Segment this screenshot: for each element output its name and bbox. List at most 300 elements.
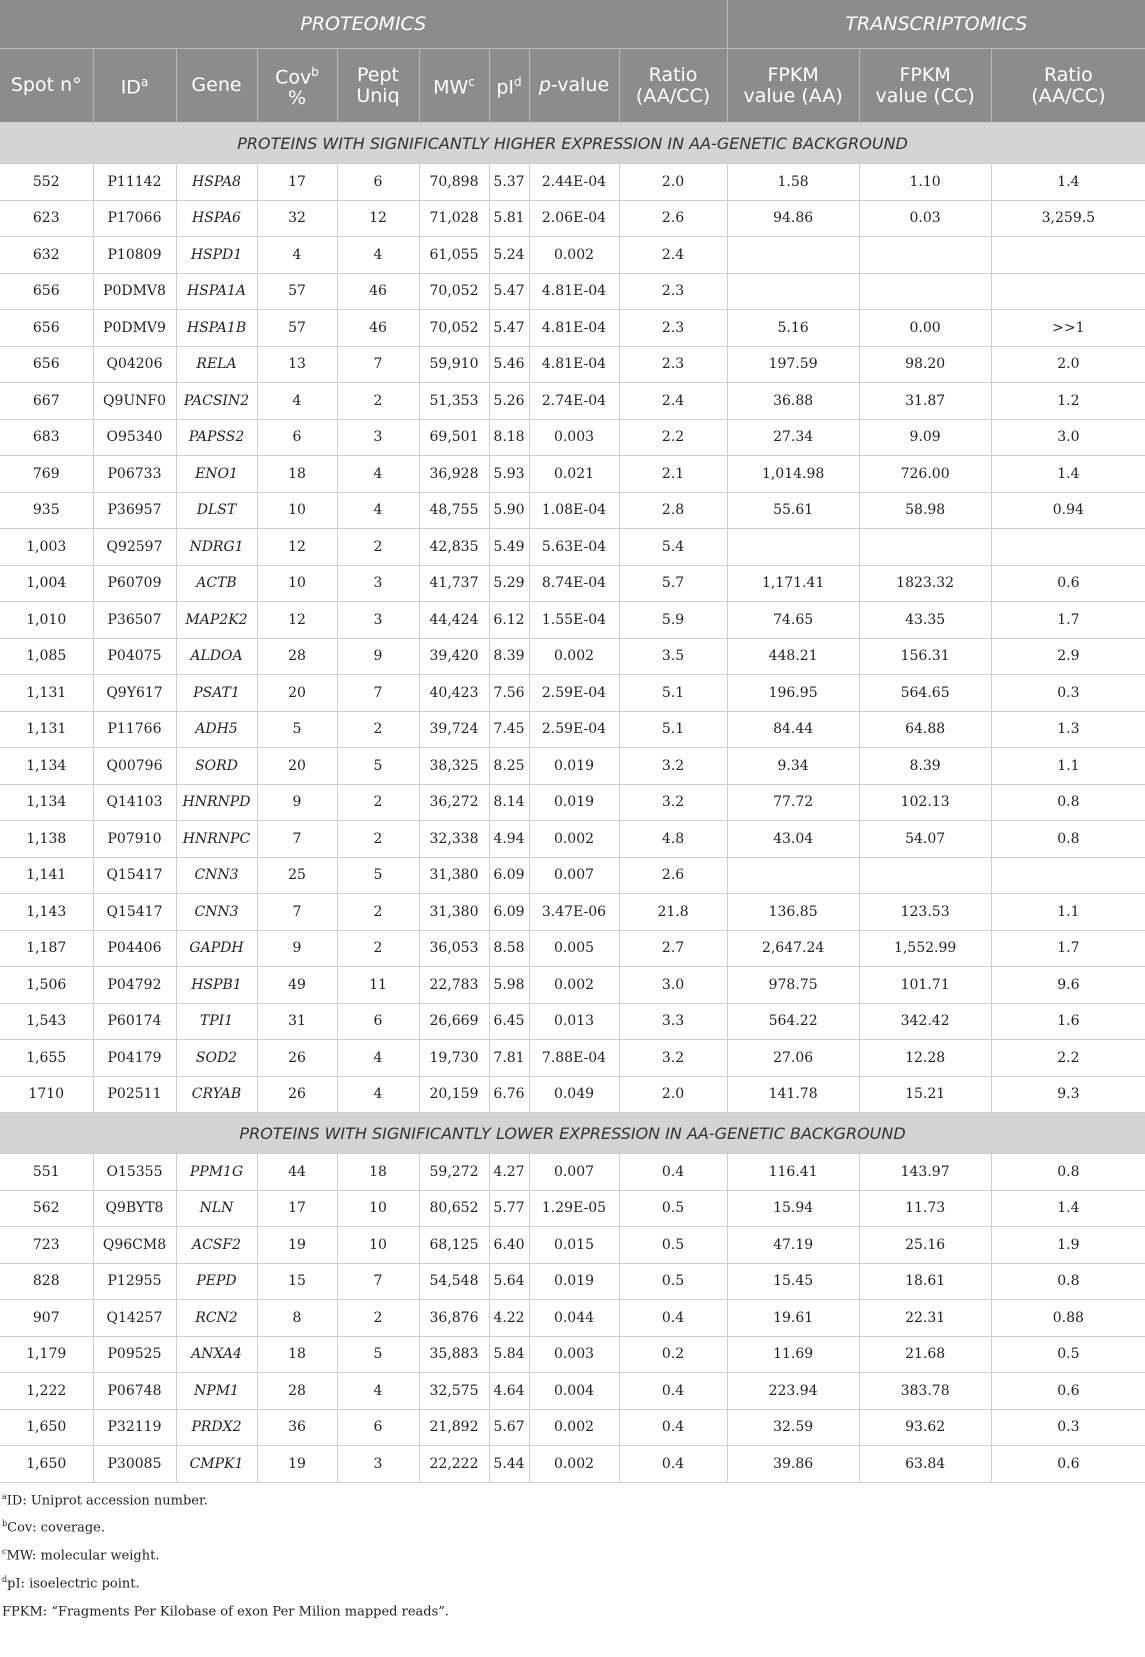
table-cell: HNRNPC (176, 821, 257, 858)
table-cell: 48,755 (419, 492, 489, 529)
table-cell: 623 (0, 200, 93, 237)
table-cell: 5.26 (489, 383, 529, 420)
section-header-row (0, 1113, 1145, 1154)
table-cell: P10809 (93, 237, 176, 274)
table-cell: 0.03 (859, 200, 991, 237)
table-cell: 0.002 (529, 237, 619, 274)
table-row (0, 638, 1145, 675)
table-cell: 42,835 (419, 529, 489, 566)
table-cell: 156.31 (859, 638, 991, 675)
table-cell: P32119 (93, 1409, 176, 1446)
table-row (0, 784, 1145, 821)
table-cell: 3 (337, 419, 419, 456)
table-cell: 0.002 (529, 638, 619, 675)
table-cell: 1.3 (991, 711, 1145, 748)
table-cell: 223.94 (727, 1373, 859, 1410)
table-cell: Q92597 (93, 529, 176, 566)
table-cell: 0.3 (991, 675, 1145, 712)
table-row (0, 164, 1145, 201)
col-pvalue: p-value (529, 49, 619, 123)
table-cell: 4.64 (489, 1373, 529, 1410)
table-row (0, 529, 1145, 566)
table-cell: 1,141 (0, 857, 93, 894)
table-cell: 383.78 (859, 1373, 991, 1410)
table-row (0, 1003, 1145, 1040)
table-cell: 2.1 (619, 456, 727, 493)
table-cell: P60174 (93, 1003, 176, 1040)
table-row (0, 456, 1145, 493)
table-cell: PAPSS2 (176, 419, 257, 456)
table-cell: 0.007 (529, 1154, 619, 1191)
footnote (0, 1570, 1145, 1594)
table-cell: 10 (337, 1227, 419, 1264)
table-cell: 0.6 (991, 565, 1145, 602)
table-cell: 564.22 (727, 1003, 859, 1040)
table-cell: O95340 (93, 419, 176, 456)
table-cell: 3 (337, 602, 419, 639)
table-cell: 1,010 (0, 602, 93, 639)
table-cell: RELA (176, 346, 257, 383)
table-cell: 39,724 (419, 711, 489, 748)
table-cell: 5.24 (489, 237, 529, 274)
table-cell: P06748 (93, 1373, 176, 1410)
table-cell: 49 (257, 967, 337, 1004)
table-cell: SORD (176, 748, 257, 785)
table-cell: 1,543 (0, 1003, 93, 1040)
table-cell: 935 (0, 492, 93, 529)
table-cell: 5.7 (619, 565, 727, 602)
table-cell: 36.88 (727, 383, 859, 420)
footnote-text: pI: isoelectric point. (7, 1576, 140, 1592)
col-spot: Spot n° (0, 49, 93, 123)
table-cell: 69,501 (419, 419, 489, 456)
footnote-text: MW: molecular weight. (6, 1548, 160, 1564)
table-cell: 0.044 (529, 1300, 619, 1337)
table-cell: Q9BYT8 (93, 1190, 176, 1227)
table-cell: 54,548 (419, 1263, 489, 1300)
table-cell: 21.8 (619, 894, 727, 931)
table-cell: 44 (257, 1154, 337, 1191)
table-cell (991, 237, 1145, 274)
table-cell: ANXA4 (176, 1336, 257, 1373)
table-cell: 5.90 (489, 492, 529, 529)
table-cell: >>1 (991, 310, 1145, 347)
table-cell: 84.44 (727, 711, 859, 748)
table-cell: 2 (337, 894, 419, 931)
table-cell: 1.4 (991, 456, 1145, 493)
table-cell: 1,134 (0, 784, 93, 821)
table-cell: 4 (337, 492, 419, 529)
table-cell: 38,325 (419, 748, 489, 785)
group-header-proteomics: PROTEOMICS (0, 0, 727, 49)
table-row (0, 1190, 1145, 1227)
table-cell: P30085 (93, 1446, 176, 1483)
table-cell (991, 857, 1145, 894)
table-cell: Q14257 (93, 1300, 176, 1337)
table-cell: 0.019 (529, 784, 619, 821)
table-cell: 18 (257, 1336, 337, 1373)
table-cell: 9 (257, 930, 337, 967)
table-cell: 0.00 (859, 310, 991, 347)
table-cell: CNN3 (176, 857, 257, 894)
table-row (0, 1300, 1145, 1337)
table-cell: Q15417 (93, 857, 176, 894)
table-cell: 656 (0, 346, 93, 383)
table-cell: 31.87 (859, 383, 991, 420)
table-cell: 1,655 (0, 1040, 93, 1077)
table-cell: 20,159 (419, 1076, 489, 1113)
table-cell: 4.81E-04 (529, 273, 619, 310)
table-cell: CRYAB (176, 1076, 257, 1113)
table-cell: 18 (337, 1154, 419, 1191)
table-cell: 43.35 (859, 602, 991, 639)
table-cell: 2.4 (619, 383, 727, 420)
table-cell: 64.88 (859, 711, 991, 748)
table-cell: 93.62 (859, 1409, 991, 1446)
table-cell: 43.04 (727, 821, 859, 858)
table-cell: 19.61 (727, 1300, 859, 1337)
table-cell: 0.4 (619, 1300, 727, 1337)
table-cell: 0.002 (529, 821, 619, 858)
table-cell: 3,259.5 (991, 200, 1145, 237)
table-cell: 2.8 (619, 492, 727, 529)
table-cell: 8 (257, 1300, 337, 1337)
table-cell: 0.049 (529, 1076, 619, 1113)
col-id: $ID^a$ (93, 49, 176, 123)
table-row (0, 1227, 1145, 1264)
table-row (0, 310, 1145, 347)
table-row (0, 821, 1145, 858)
table-cell: 656 (0, 310, 93, 347)
table-cell: 2.0 (619, 1076, 727, 1113)
table-cell (859, 529, 991, 566)
table-cell: 978.75 (727, 967, 859, 1004)
table-cell: 552 (0, 164, 93, 201)
table-row (0, 967, 1145, 1004)
table-cell: 1.4 (991, 1190, 1145, 1227)
table-row (0, 200, 1145, 237)
table-cell: 1.2 (991, 383, 1145, 420)
table-cell: 116.41 (727, 1154, 859, 1191)
table-cell: 7.45 (489, 711, 529, 748)
table-cell: 31,380 (419, 857, 489, 894)
table-cell: 342.42 (859, 1003, 991, 1040)
table-cell: 5.81 (489, 200, 529, 237)
table-cell: 4.27 (489, 1154, 529, 1191)
table-cell: HSPB1 (176, 967, 257, 1004)
table-cell: 9 (257, 784, 337, 821)
table-cell: 0.003 (529, 419, 619, 456)
table-cell: 1,131 (0, 711, 93, 748)
table-cell: 2.59E-04 (529, 675, 619, 712)
table-cell: P02511 (93, 1076, 176, 1113)
table-cell: 26 (257, 1040, 337, 1077)
table-cell: 5.47 (489, 310, 529, 347)
table-cell (991, 273, 1145, 310)
table-cell: 12 (257, 602, 337, 639)
table-cell: 7.56 (489, 675, 529, 712)
table-cell: P04179 (93, 1040, 176, 1077)
table-cell: 0.6 (991, 1446, 1145, 1483)
table-cell: 4 (337, 237, 419, 274)
table-cell: GAPDH (176, 930, 257, 967)
table-cell: 0.004 (529, 1373, 619, 1410)
table-cell: 63.84 (859, 1446, 991, 1483)
table-cell: 3.0 (991, 419, 1145, 456)
table-cell: 18 (257, 456, 337, 493)
table-cell: P36957 (93, 492, 176, 529)
table-cell: 4 (257, 237, 337, 274)
table-cell: 1,131 (0, 675, 93, 712)
table-cell: Q9UNF0 (93, 383, 176, 420)
table-cell: 2.6 (619, 857, 727, 894)
table-cell: ALDOA (176, 638, 257, 675)
table-cell: 8.25 (489, 748, 529, 785)
table-cell: Q14103 (93, 784, 176, 821)
table-cell: 828 (0, 1263, 93, 1300)
table-cell: 6.40 (489, 1227, 529, 1264)
table-cell: 1.4 (991, 164, 1145, 201)
table-cell: 5 (337, 1336, 419, 1373)
table-cell: 769 (0, 456, 93, 493)
table-cell: 683 (0, 419, 93, 456)
table-cell: 70,052 (419, 310, 489, 347)
table-cell: 632 (0, 237, 93, 274)
table-cell: 27.34 (727, 419, 859, 456)
table-cell: ENO1 (176, 456, 257, 493)
table-cell: 15.94 (727, 1190, 859, 1227)
table-row (0, 894, 1145, 931)
table-cell: P11766 (93, 711, 176, 748)
table-cell: 4 (257, 383, 337, 420)
table-row (0, 383, 1145, 420)
table-cell: 19,730 (419, 1040, 489, 1077)
col-mw: $MW^c$ (419, 49, 489, 123)
table-cell: 0.4 (619, 1409, 727, 1446)
table-cell: 2.06E-04 (529, 200, 619, 237)
table-cell: 2.6 (619, 200, 727, 237)
table-cell: 80,652 (419, 1190, 489, 1227)
table-cell: 71,028 (419, 200, 489, 237)
table-cell: P11142 (93, 164, 176, 201)
table-cell: HSPA1B (176, 310, 257, 347)
table-cell: HSPA8 (176, 164, 257, 201)
table-cell: 11 (337, 967, 419, 1004)
table-cell: 1.1 (991, 894, 1145, 931)
table-cell: 57 (257, 273, 337, 310)
table-cell: 57 (257, 310, 337, 347)
footnote (0, 1487, 1145, 1511)
table-row (0, 1373, 1145, 1410)
table-cell: 5.49 (489, 529, 529, 566)
table-cell: 5.16 (727, 310, 859, 347)
table-cell: 25.16 (859, 1227, 991, 1264)
table-cell: 2.0 (991, 346, 1145, 383)
table-cell: 2.2 (619, 419, 727, 456)
table-cell (727, 273, 859, 310)
table-row (0, 492, 1145, 529)
table-cell: 1,004 (0, 565, 93, 602)
table-cell: 7 (337, 346, 419, 383)
table-row (0, 1409, 1145, 1446)
table-cell: 2 (337, 784, 419, 821)
table-row (0, 237, 1145, 274)
table-cell: 0.002 (529, 1446, 619, 1483)
table-row (0, 1446, 1145, 1483)
table-cell: 0.8 (991, 1263, 1145, 1300)
table-cell: 1,187 (0, 930, 93, 967)
table-cell: 1,650 (0, 1446, 93, 1483)
table-cell: 1,014.98 (727, 456, 859, 493)
table-cell: 1.58 (727, 164, 859, 201)
table-cell: 2,647.24 (727, 930, 859, 967)
table-cell: 0.8 (991, 1154, 1145, 1191)
table-cell: 136.85 (727, 894, 859, 931)
table-cell: 726.00 (859, 456, 991, 493)
table-cell: 19 (257, 1227, 337, 1264)
table-cell: 59,910 (419, 346, 489, 383)
table-cell: 1.1 (991, 748, 1145, 785)
table-cell: 5 (257, 711, 337, 748)
table-cell: P09525 (93, 1336, 176, 1373)
table-row (0, 711, 1145, 748)
table-cell: 3 (337, 1446, 419, 1483)
table-cell: 2 (337, 383, 419, 420)
table-cell: 1,222 (0, 1373, 93, 1410)
table-cell: 5.37 (489, 164, 529, 201)
table-cell: 31,380 (419, 894, 489, 931)
table-cell: NDRG1 (176, 529, 257, 566)
table-cell: P0DMV8 (93, 273, 176, 310)
table-cell: 0.4 (619, 1446, 727, 1483)
table-cell: 723 (0, 1227, 93, 1264)
table-cell: O15355 (93, 1154, 176, 1191)
table-cell: 5.93 (489, 456, 529, 493)
table-cell: 0.007 (529, 857, 619, 894)
table-cell: 12.28 (859, 1040, 991, 1077)
table-cell: 3.0 (619, 967, 727, 1004)
table-cell: 1,650 (0, 1409, 93, 1446)
table-body (0, 123, 1145, 1483)
table-cell: 47.19 (727, 1227, 859, 1264)
table-cell: 7.81 (489, 1040, 529, 1077)
col-gene: Gene (176, 49, 257, 123)
col-pi: $pI^d$ (489, 49, 529, 123)
table-cell: 101.71 (859, 967, 991, 1004)
table-header (0, 0, 1145, 123)
table-cell: P04406 (93, 930, 176, 967)
table-cell: 0.019 (529, 1263, 619, 1300)
table-cell: PACSIN2 (176, 383, 257, 420)
table-cell: 7 (257, 894, 337, 931)
table-row (0, 857, 1145, 894)
table-cell: 4 (337, 1373, 419, 1410)
table-cell: 1,003 (0, 529, 93, 566)
table-row (0, 273, 1145, 310)
table-cell: 46 (337, 310, 419, 347)
table-cell: 5 (337, 857, 419, 894)
table-cell: 2.3 (619, 273, 727, 310)
table-cell: 5.4 (619, 529, 727, 566)
table-cell: 5.1 (619, 675, 727, 712)
table-cell: DLST (176, 492, 257, 529)
table-cell: 5 (337, 748, 419, 785)
table-cell: 5.46 (489, 346, 529, 383)
table-row (0, 1076, 1145, 1113)
footnote (0, 1542, 1145, 1566)
table-cell: 22,222 (419, 1446, 489, 1483)
table-cell: 27.06 (727, 1040, 859, 1077)
table-cell: 32.59 (727, 1409, 859, 1446)
table-cell: 0.003 (529, 1336, 619, 1373)
table-cell: 2.2 (991, 1040, 1145, 1077)
table-cell: ACTB (176, 565, 257, 602)
table-cell (991, 529, 1145, 566)
table-cell: 0.015 (529, 1227, 619, 1264)
table-cell: 59,272 (419, 1154, 489, 1191)
table-cell: 2.74E-04 (529, 383, 619, 420)
table-cell: 28 (257, 638, 337, 675)
table-cell: 4.81E-04 (529, 346, 619, 383)
table-cell: 13 (257, 346, 337, 383)
table-cell: 9.3 (991, 1076, 1145, 1113)
table-cell: 2.59E-04 (529, 711, 619, 748)
table-cell: 39.86 (727, 1446, 859, 1483)
table-cell: 1.7 (991, 602, 1145, 639)
table-cell: Q00796 (93, 748, 176, 785)
table-cell: 39,420 (419, 638, 489, 675)
table-cell: 1.08E-04 (529, 492, 619, 529)
table-cell: NPM1 (176, 1373, 257, 1410)
table-cell: 5.67 (489, 1409, 529, 1446)
footnote-text: Cov: coverage. (7, 1520, 106, 1536)
table-cell: 1,506 (0, 967, 93, 1004)
footnote (0, 1514, 1145, 1538)
table-cell: 15.45 (727, 1263, 859, 1300)
table-cell: 5.98 (489, 967, 529, 1004)
table-row (0, 346, 1145, 383)
table-cell (859, 273, 991, 310)
table-cell (859, 857, 991, 894)
table-cell: 22,783 (419, 967, 489, 1004)
table-row (0, 1154, 1145, 1191)
col-fpkm-aa: FPKM value (AA) (727, 49, 859, 123)
col-fpkm-cc: FPKM value (CC) (859, 49, 991, 123)
table-cell: 6 (257, 419, 337, 456)
table-cell: 2 (337, 930, 419, 967)
table-cell: 7 (257, 821, 337, 858)
table-cell: 1.7 (991, 930, 1145, 967)
table-cell: 7 (337, 1263, 419, 1300)
table-cell: 0.002 (529, 1409, 619, 1446)
table-cell: 4.81E-04 (529, 310, 619, 347)
table-cell: 68,125 (419, 1227, 489, 1264)
table-cell: 5.1 (619, 711, 727, 748)
table-cell: 2 (337, 711, 419, 748)
table-cell: 7 (337, 675, 419, 712)
table-cell: 102.13 (859, 784, 991, 821)
table-cell: 36,928 (419, 456, 489, 493)
table-cell: P12955 (93, 1263, 176, 1300)
table-cell: P36507 (93, 602, 176, 639)
table-cell: 2.4 (619, 237, 727, 274)
table-cell: 0.5 (619, 1190, 727, 1227)
table-cell: 11.73 (859, 1190, 991, 1227)
table-cell: 5.63E-04 (529, 529, 619, 566)
table-cell: 9.09 (859, 419, 991, 456)
table-cell (727, 857, 859, 894)
table-cell: 1,134 (0, 748, 93, 785)
